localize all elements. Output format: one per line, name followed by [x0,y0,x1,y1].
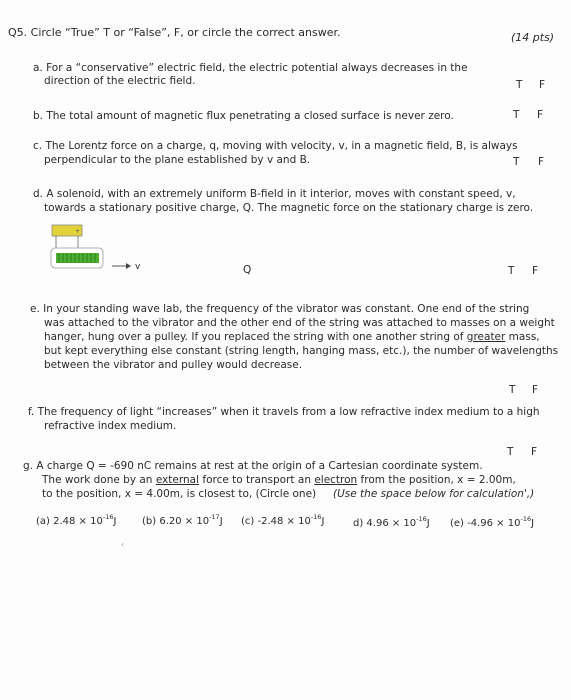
item-b-true[interactable]: T [513,109,520,121]
item-c-line1: c. The Lorentz force on a charge, q, moving with velocity, v, in a magnetic field, B, is always [33,140,518,152]
item-g-line3a: to the position, x = 4.00m, is closest to, (Circle one) [42,488,317,500]
item-d-false[interactable]: F [532,265,539,277]
points-label: (14 pts) [511,31,555,44]
choice-e[interactable]: (e) $-4.96 \times 10^{-16}J$ [450,515,535,529]
item-e-line2: was attached to the vibrator and the other end of the string was attached to masses on a weight [44,317,555,329]
item-d-line1: d. A solenoid, with an extremely uniform B-field in it interior, moves with constant speed, v, [33,188,516,200]
choice-d[interactable]: d) $4.96 \times 10^{-16}J$ [353,515,430,529]
item-f-true[interactable]: T [507,446,514,458]
item-f-line1: f. The frequency of light “increases” when it travels from a low refractive index medium to a high [28,406,540,418]
svg-text:+: + [75,228,81,235]
choice-b[interactable]: (b) $6.20 \times 10^{-17}J$ [142,513,223,527]
cursor-mark-icon: ‹ [121,540,125,549]
charge-label: Q [243,264,252,276]
item-a-line2: direction of the electric field. [44,75,196,87]
choice-a[interactable]: (a) $2.48 \times 10^{-16}J$ [36,513,117,527]
item-d-line2: towards a stationary positive charge, Q. The magnetic force on the stationary charge is zero. [44,202,534,214]
velocity-label: v [135,262,141,272]
item-d-true[interactable]: T [508,265,515,277]
item-a-true[interactable]: T [516,79,523,91]
item-e-line4: but kept everything else constant (string length, hanging mass, etc.), the number of wavelengths [44,345,559,357]
item-c-line2: perpendicular to the plane established by v and B. [44,154,311,166]
item-e-line1: e. In your standing wave lab, the frequency of the vibrator was constant. One end of the string [30,303,530,315]
solenoid-icon [56,253,99,263]
item-f-line2: refractive index medium. [44,420,177,432]
question-title: Q5. Circle “True” T or “False”, F, or circle the correct answer. [8,26,341,39]
item-e-line5: between the vibrator and pulley would decrease. [44,359,303,371]
item-e-true[interactable]: T [509,384,516,396]
item-c-false[interactable]: F [538,156,545,168]
item-a-line1: a. For a “conservative” electric field, the electric potential always decreases in the [33,62,468,74]
item-b-line1: b. The total amount of magnetic flux penetrating a closed surface is never zero. [33,110,454,122]
item-g-line3b: (Use the space below for calculation',) [333,488,535,500]
item-e-line3: hanger, hung over a pulley. If you replaced the string with one another string of greater mass, [44,331,540,343]
item-e-false[interactable]: F [532,384,539,396]
choice-c[interactable]: (c) $-2.48 \times 10^{-16}J$ [241,513,325,527]
item-f-false[interactable]: F [531,446,538,458]
item-g-line2: The work done by an external force to transport an electron from the position, x = 2.00m, [42,474,516,486]
item-b-false[interactable]: F [537,109,544,121]
item-g-line1: g. A charge Q = -690 nC remains at rest at the origin of a Cartesian coordinate system. [23,460,483,472]
item-a-false[interactable]: F [539,79,546,91]
item-c-true[interactable]: T [513,156,520,168]
